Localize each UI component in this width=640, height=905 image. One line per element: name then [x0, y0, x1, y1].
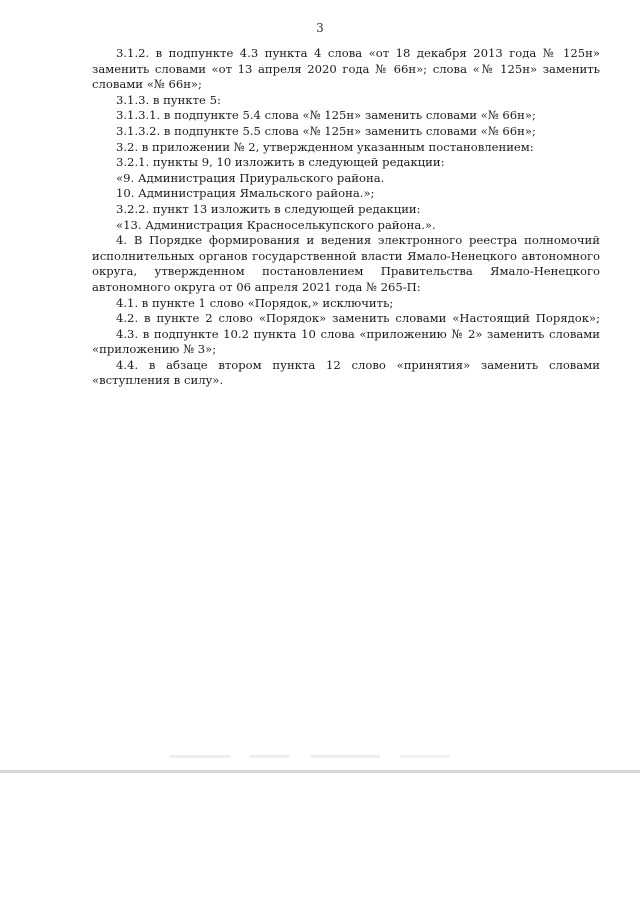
paragraph-4: 4. В Порядке формирования и ведения электронного реестра полномочий исполнительных органов государственной власти Ямало-Ненецкого автономного округа, утвержденном постановлением Правительства Ямало-Ненецкого автономного округа от 06 апреля 2021 года № 265-П: — [92, 233, 600, 294]
paragraph-3-2-1: 3.2.1. пункты 9, 10 изложить в следующей редакции: — [116, 155, 445, 170]
paragraph-quote-9: «9. Администрация Приуральского района. — [116, 170, 385, 185]
paragraph-4-1: 4.1. в пункте 1 слово «Порядок,» исключить; — [116, 295, 394, 310]
document-body — [92, 46, 600, 389]
page-number: 3 — [316, 21, 324, 35]
bleed-through-text — [150, 752, 530, 762]
paragraph-4-3: 4.3. в подпункте 10.2 пункта 10 слова «приложению № 2» заменить словами «приложению № 3»; — [92, 326, 600, 357]
paragraph-3-1-3: 3.1.3. в пункте 5: — [116, 92, 221, 107]
paragraph-4-2: 4.2. в пункте 2 слово «Порядок» заменить словами «Настоящий Порядок»; — [116, 311, 600, 326]
paragraph-3-1-2: 3.1.2. в подпункте 4.3 пункта 4 слова «от 18 декабря 2013 года № 125н» заменить словами «от 13 апреля 2020 года № 66н»; слова «№ 125н» заменить словами «№ 66н»; — [92, 46, 600, 92]
paragraph-3-2-2: 3.2.2. пункт 13 изложить в следующей редакции: — [116, 201, 421, 216]
paragraph-3-1-3-2: 3.1.3.2. в подпункте 5.5 слова «№ 125н» заменить словами «№ 66н»; — [116, 123, 536, 138]
paragraph-quote-10: 10. Администрация Ямальского района.»; — [116, 186, 375, 201]
paragraph-quote-13: «13. Администрация Красноселькупского района.». — [116, 217, 436, 232]
paragraph-3-1-3-1: 3.1.3.1. в подпункте 5.4 слова «№ 125н» заменить словами «№ 66н»; — [116, 108, 536, 123]
bleed-through-marks — [150, 752, 530, 762]
paragraph-3-2: 3.2. в приложении № 2, утвержденном указанным постановлением: — [116, 139, 534, 154]
paragraph-4-4: 4.4. в абзаце втором пункта 12 слово «принятия» заменить словами «вступления в силу». — [92, 357, 600, 388]
